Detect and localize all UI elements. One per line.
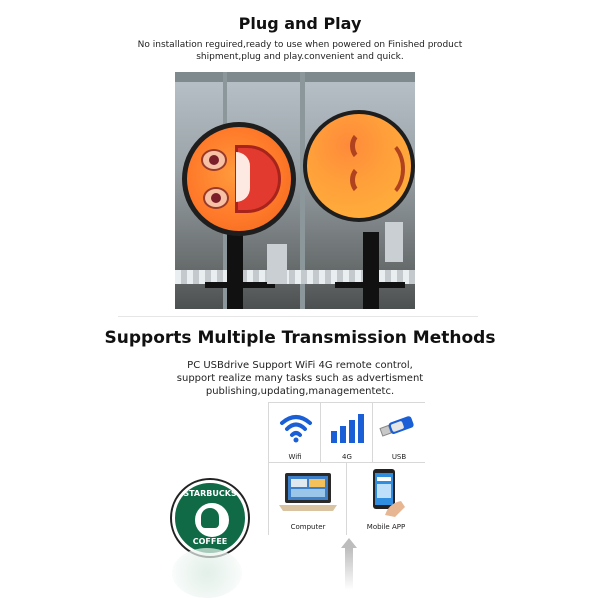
right-stand: [363, 232, 379, 309]
method-computer: [268, 462, 347, 535]
method-mobile-app: [346, 462, 425, 535]
usb-drive-icon: [377, 413, 421, 443]
method-label: Computer: [290, 523, 326, 531]
description-line-1: PC USBdrive Support WiFi 4G remote control,: [187, 360, 413, 371]
plug-and-play-subtitle: [130, 39, 470, 63]
ceiling-bar: [175, 72, 415, 82]
section-divider: [118, 316, 478, 317]
signal-bars-icon: [329, 413, 367, 443]
description-line-3: publishing,updating,managementetc.: [205, 386, 395, 397]
right-mount-plate: [385, 222, 403, 262]
subtitle-line-1: No installation reguired,ready to use when powered on Finished product: [137, 40, 463, 50]
subtitle-line-2: shipment,plug and play.convenient and quick.: [196, 52, 404, 62]
method-label: Wifi: [288, 453, 302, 461]
eye: [201, 149, 227, 171]
smartphone-icon: [365, 467, 407, 517]
plug-and-play-title: Plug and Play: [238, 14, 362, 33]
starbucks-logo-sign: [172, 480, 248, 556]
method-4g: [320, 402, 373, 463]
smiling-face: [307, 114, 411, 218]
product-photo: [175, 72, 415, 309]
mouth: [235, 145, 281, 213]
arrow-up-stem: [345, 548, 353, 590]
left-stand-base: [205, 282, 275, 288]
arrow-up-icon: [341, 538, 357, 548]
description-line-2: support realize many tasks such as advertisment: [176, 373, 424, 384]
laptop-icon: [277, 471, 339, 515]
emoji-sign-right: [303, 110, 415, 222]
left-mount-plate: [267, 244, 287, 284]
laughing-face: [187, 127, 291, 231]
method-label: USB: [391, 453, 407, 461]
wifi-icon: [279, 411, 313, 443]
transmission-description: [150, 359, 450, 398]
right-stand-base: [335, 282, 405, 288]
logo-reflection: [172, 548, 242, 598]
eye: [203, 187, 229, 209]
logo-top-text: STARBUCKS: [183, 489, 237, 498]
transmission-title: Supports Multiple Transmission Methods: [104, 328, 496, 348]
method-label: Mobile APP: [366, 523, 406, 531]
method-label: 4G: [342, 453, 352, 461]
emoji-sign-left: [182, 122, 296, 236]
logo-bottom-text: COFFEE: [192, 537, 228, 546]
siren-icon: [201, 508, 219, 528]
left-stand: [227, 232, 243, 309]
method-usb: [372, 402, 425, 463]
method-wifi: [268, 402, 321, 463]
